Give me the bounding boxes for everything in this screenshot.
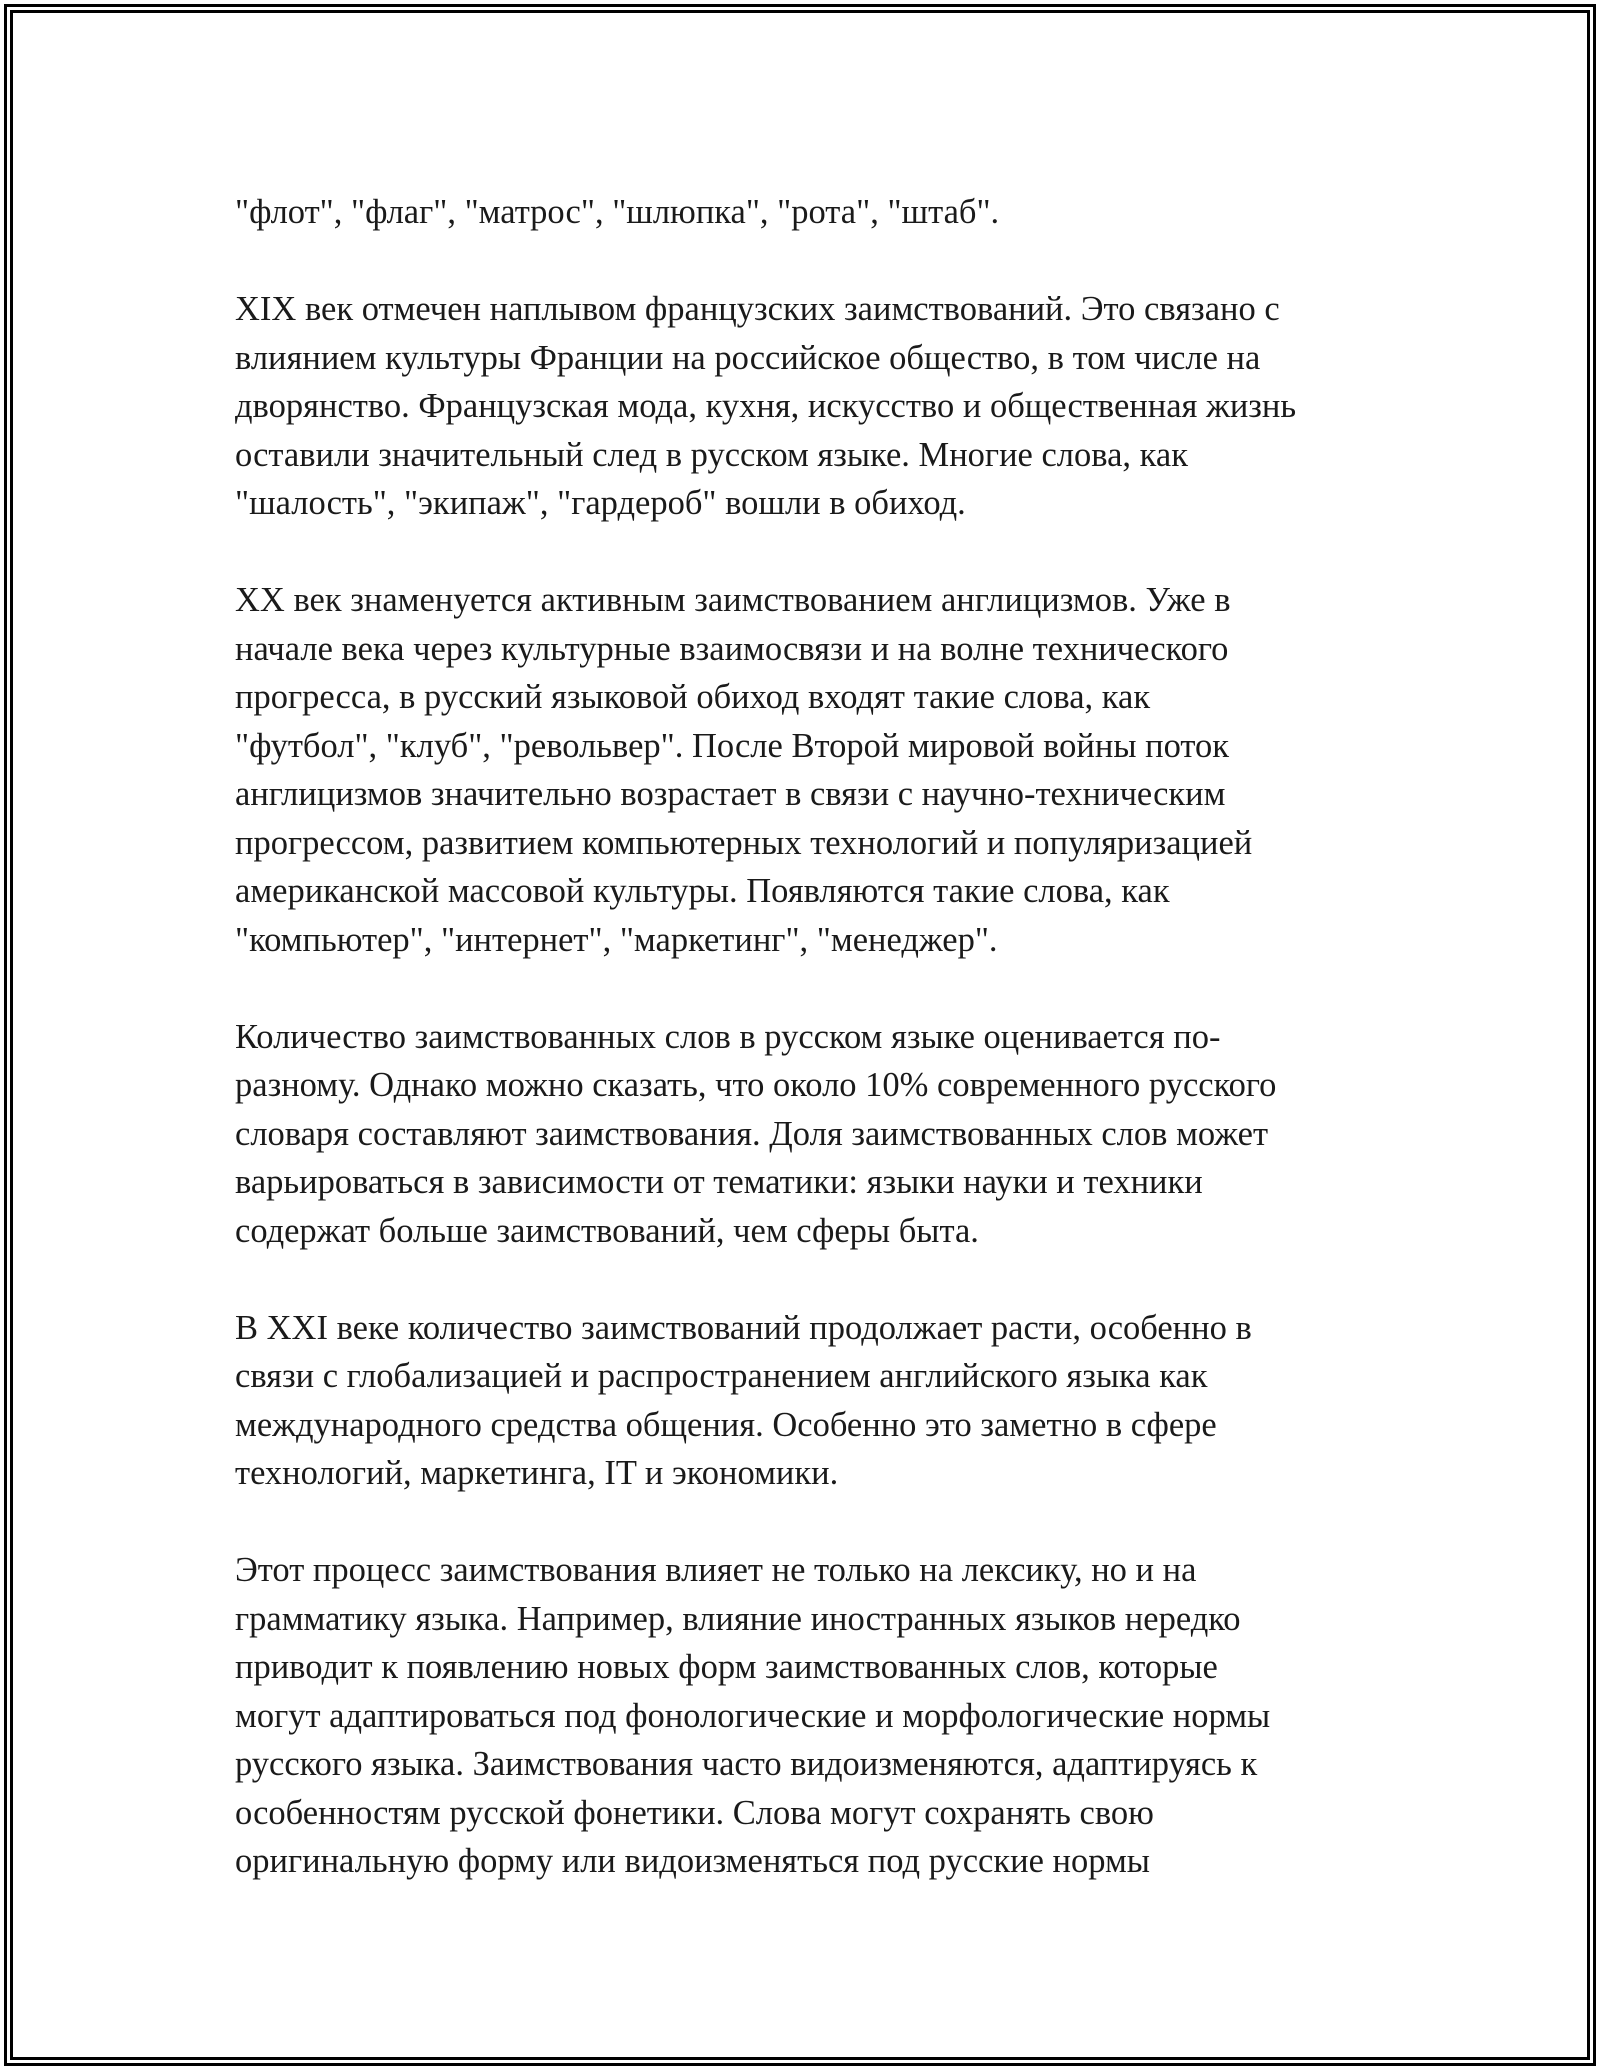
paragraph-2 <box>235 285 1385 528</box>
text-line: словаря составляют заимствования. Доля заимствованных слов может <box>235 1114 1269 1153</box>
text-line: приводит к появлению новых форм заимствованных слов, которые <box>235 1648 1218 1686</box>
text-line: XIX век отмечен наплывом французских заимствований. Это связано с <box>235 290 1280 328</box>
paragraph-4 <box>235 1013 1385 1256</box>
text-line: Этот процесс заимствования влияет не только на лексику, но и на <box>235 1551 1197 1589</box>
text-line: начале века через культурные взаимосвязи и на волне технического <box>235 629 1229 668</box>
text-line: англицизмов значительно возрастает в связи с научно-техническим <box>235 775 1226 813</box>
text-line: Количество заимствованных слов в русском языке оценивается по- <box>235 1017 1221 1056</box>
text-line: "компьютер", "интернет", "маркетинг", "менеджер". <box>235 920 998 959</box>
text-line: "флот", "флаг", "матрос", "шлюпка", "рота", "штаб". <box>235 193 1000 231</box>
paragraph-1 <box>235 188 1385 237</box>
text-line: оставили значительный след в русском языке. Многие слова, как <box>235 435 1188 474</box>
paragraph-6 <box>235 1546 1385 1886</box>
text-line: русского языка. Заимствования часто видоизменяются, адаптируясь к <box>235 1745 1258 1783</box>
text-line: дворянство. Французская мода, кухня, искусство и общественная жизнь <box>235 387 1297 425</box>
text-line: разному. Однако можно сказать, что около 10% современного русского <box>235 1066 1277 1104</box>
paragraph-5 <box>235 1304 1385 1498</box>
paragraph-3 <box>235 576 1385 964</box>
document-body <box>235 188 1385 1934</box>
text-line: прогрессом, развитием компьютерных технологий и популяризацией <box>235 823 1253 862</box>
text-line: американской массовой культуры. Появляются такие слова, как <box>235 872 1170 910</box>
text-line: прогресса, в русский языковой обиход входят такие слова, как <box>235 678 1151 716</box>
text-line: международного средства общения. Особенно это заметно в сфере <box>235 1405 1217 1444</box>
text-line: варьироваться в зависимости от тематики: языки науки и техники <box>235 1163 1203 1201</box>
text-line: технологий, маркетинга, IT и экономики. <box>235 1454 839 1492</box>
text-line: "футбол", "клуб", "револьвер". После Второй мировой войны поток <box>235 726 1230 765</box>
text-line: могут адаптироваться под фонологические и морфологические нормы <box>235 1696 1271 1735</box>
text-line: "шалость", "экипаж", "гардероб" вошли в обиход. <box>235 484 966 522</box>
text-line: грамматику языка. Например, влияние иностранных языков нередко <box>235 1599 1241 1638</box>
text-line: XX век знаменуется активным заимствованием англицизмов. Уже в <box>235 581 1231 619</box>
text-line: В XXI веке количество заимствований продолжает расти, особенно в <box>235 1308 1252 1347</box>
text-line: связи с глобализацией и распространением английского языка как <box>235 1357 1208 1395</box>
text-line: влиянием культуры Франции на российское общество, в том числе на <box>235 338 1261 377</box>
text-line: оригинальную форму или видоизменяться под русские нормы <box>235 1842 1150 1880</box>
text-line: особенностям русской фонетики. Слова могут сохранять свою <box>235 1793 1154 1832</box>
text-line: содержат больше заимствований, чем сферы быта. <box>235 1211 979 1250</box>
